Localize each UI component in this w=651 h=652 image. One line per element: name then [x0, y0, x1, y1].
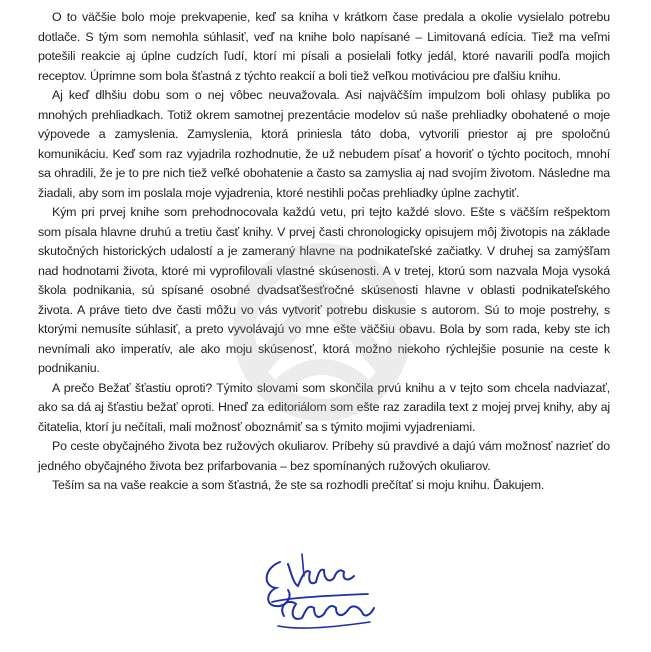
paragraph: Teším sa na vaše reakcie a som šťastná, že ste sa rozhodli prečítať si moju knihu. Ďakujem.	[52, 478, 545, 492]
paragraph: Aj keď dlhšiu dobu som o nej vôbec neuvažovala. Asi najväčším impulzom boli ohlasy publika po mnohých prehliadkach. Totiž okrem samotnej prezentácie modelov sú naše prehliadky obohatené o moje výpovede a zamyslenia. Zamyslenia, ktorá priniesla táto doba, vytvorili priestor aj pre spoločnú komunikáciu. Keď som raz vyjadrila rozhodnutie, že už nebudem písať a hovoriť o týchto pocitoch, mnohí sa ohradili, že je to pre nich tiež veľké obohatenie a často sa zamyslia aj nad svojím životom. Následne ma žiadali, aby som im poslala moje vyjadrenia, ktoré nestihli počas prehliadky úplne zachytiť.	[38, 88, 610, 200]
paragraph: A prečo Bežať šťastiu oproti? Týmito slovami som skončila prvú knihu a v tejto som chcela nadviazať, ako sa dá aj šťastiu bežať oproti. Hneď za editoriálom som ešte raz zaradila text z mojej prvej knihy, aby aj čitatelia, ktorí ju nečítali, mali možnosť oboznámiť sa s týmito mojimi vyjadreniami.	[38, 380, 610, 434]
paragraph: Kým pri prvej knihe som prehodnocovala každú vetu, pri tejto každé slovo. Ešte s väčším rešpektom som písala hlavne druhú a tretiu časť knihy. V prvej časti chronologicky opisujem môj životopis na základe skutočných historických udalostí a je zameraný hlavne na podnikateľské začiatky. V druhej sa zamýšľam nad hodnotami života, ktoré mi vyprofilovali vlastné skúsenosti. A v tretej, ktorú som nazvala Moja vysoká škola podnikania, sú spísané osobné dvadsaťšesťročné skúsenosti hlavne v oblasti podnikateľského života. A práve tieto dve časti môžu vo vás vytvoriť potrebu diskusie s autorom. Sú to moje postrehy, s ktorými nemusíte súhlasiť, a preto vyvolávajú vo mne ešte väčšiu obavu. Bola by som rada, keby ste ich nevnímali ako imperatív, ale ako moju skúsenosť, ktorá možno niekoho rýchlejšie posunie na ceste k podnikaniu.	[38, 205, 610, 375]
paragraph: Po ceste obyčajného života bez ružových okuliarov. Príbehy sú pravdivé a dajú vám možnosť nazrieť do jedného obyčajného života bez prifarbovania – bez spomínaných ružových okuliarov.	[38, 439, 610, 473]
watermark-logo	[222, 232, 422, 432]
handwritten-signature	[258, 546, 388, 638]
paragraph: O to väčšie bolo moje prekvapenie, keď sa kniha v krátkom čase predala a okolie vysielalo potrebu dotlače. S tým som nemohla súhlasiť, veď na knihe bolo napísané – Limitovaná edícia. Tiež ma veľmi potešili reakcie aj úplne cudzích ľudí, ktorí mi písali a posielali fotky jedál, ktoré navarili podľa mojich receptov. Úprimne som bola šťastná z týchto reakcií a boli tiež veľkou motiváciou pre ďalšiu knihu.	[38, 10, 610, 83]
